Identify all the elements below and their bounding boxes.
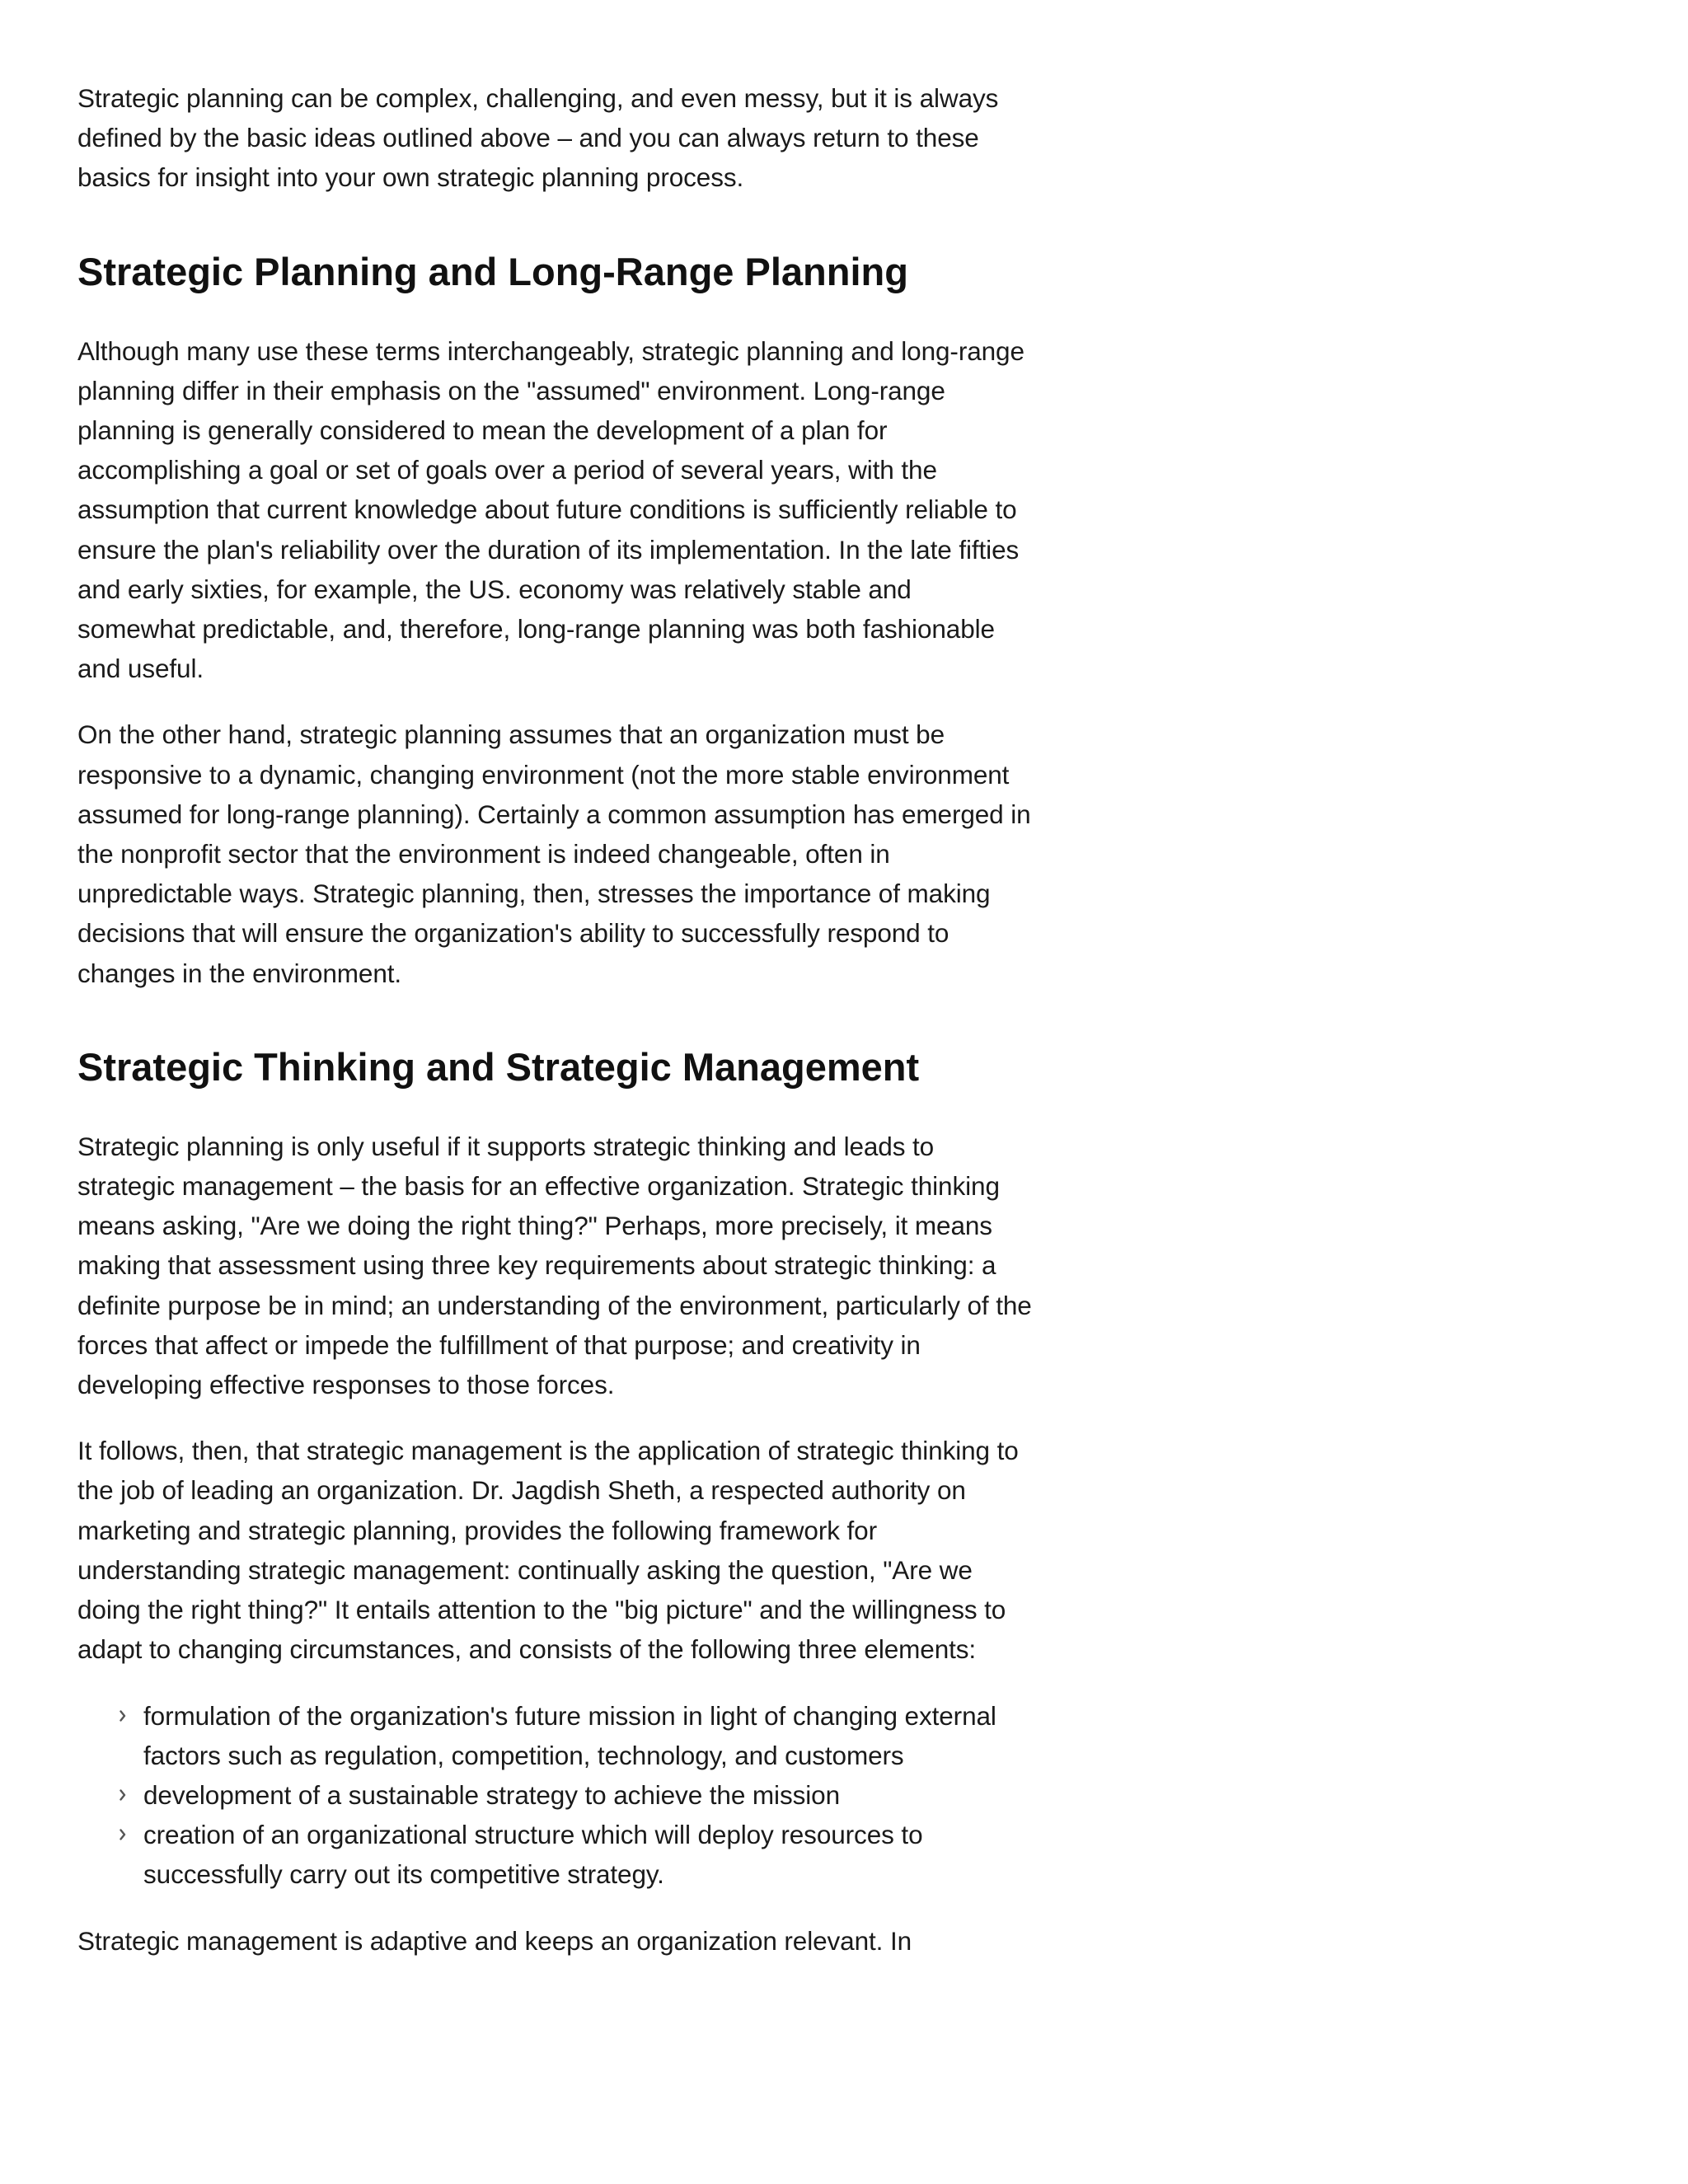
chevron-right-icon	[120, 1789, 126, 1801]
thinking-paragraph-2: It follows, then, that strategic management is the application of strategic thinking to the job of leading an organization. Dr. Jagdish Sheth, a respected authority on marketing and strategic planning, provides the following framework for understanding strategic management: continually asking the question, "Are we doing the right thing?" It entails attention to the "big picture" and the willingness to adapt to changing circumstances, and consists of the following three elements:	[77, 1436, 1019, 1665]
list-item-text: formulation of the organization's future mission in light of changing external factors such as regulation, competition, technology, and customers	[143, 1700, 996, 1770]
list-item-text: creation of an organizational structure which will deploy resources to successfully carry out its competitive strategy.	[143, 1820, 923, 1890]
list-item	[143, 1775, 1034, 1815]
list-item	[143, 1696, 1034, 1775]
article-body	[77, 78, 1034, 1961]
closing-paragraph: Strategic management is adaptive and keeps an organization relevant. In	[77, 1925, 912, 1956]
long-range-paragraph-1: Although many use these terms interchangeably, strategic planning and long-range planning differ in their emphasis on the "assumed" environment. Long-range planning is generally considered to mean the development of a plan for accomplishing a goal or set of goals over a period of several years, with the assumption that current knowledge about future conditions is sufficiently reliable to ensure the plan's reliability over the duration of its implementation. In the late fifties and early sixties, for example, the US. economy was relatively stable and somewhat predictable, and, therefore, long-range planning was both fashionable and useful.	[77, 335, 1025, 684]
list-item	[143, 1815, 1034, 1894]
heading-strategic-thinking: Strategic Thinking and Strategic Management	[77, 1044, 920, 1089]
heading-long-range-planning: Strategic Planning and Long-Range Planning	[77, 249, 908, 293]
long-range-paragraph-2: On the other hand, strategic planning assumes that an organization must be responsive to a dynamic, changing environment (not the more stable environment assumed for long-range planning). Certainly a common assumption has emerged in the nonprofit sector that the environment is indeed changeable, often in unpredictable ways. Strategic planning, then, stresses the importance of making decisions that will ensure the organization's ability to successfully respond to changes in the environment.	[77, 719, 1031, 988]
chevron-right-icon	[120, 1710, 126, 1722]
list-item-text: development of a sustainable strategy to achieve the mission	[143, 1779, 840, 1810]
intro-paragraph: Strategic planning can be complex, challenging, and even messy, but it is always defined by the basic ideas outlined above – and you can always return to these basics for insight into your own strategic planning process.	[77, 83, 999, 193]
elements-list	[77, 1696, 1034, 1895]
chevron-right-icon	[120, 1829, 126, 1840]
thinking-paragraph-1: Strategic planning is only useful if it supports strategic thinking and leads to strategic management – the basis for an effective organization. Strategic thinking means asking, "Are we doing the right thing?" Perhaps, more precisely, it means making that assessment using three key requirements about strategic thinking: a definite purpose be in mind; an understanding of the environment, particularly of the forces that affect or impede the fulfillment of that purpose; and creativity in developing effective responses to those forces.	[77, 1131, 1032, 1400]
